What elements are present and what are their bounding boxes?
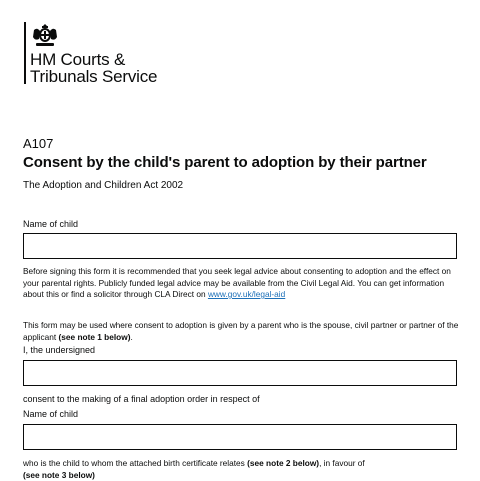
note-2-reference: (see note 2 below)	[247, 458, 320, 468]
undersigned-label: I, the undersigned	[23, 345, 96, 355]
logo-divider	[24, 22, 26, 84]
legal-aid-link[interactable]: www.gov.uk/legal-aid	[207, 289, 286, 299]
birth-cert-text: who is the child to whom the attached birth certificate relates	[23, 458, 248, 468]
legal-advice-paragraph	[23, 266, 459, 301]
form-code: A107	[23, 136, 54, 151]
usage-paragraph	[23, 320, 459, 343]
note-1-reference: (see note 1 below)	[58, 331, 131, 342]
royal-crest-icon	[30, 22, 60, 48]
birth-certificate-paragraph	[23, 458, 459, 481]
name-of-child-field[interactable]	[23, 233, 457, 259]
form-title: Consent by the child's parent to adoption by their partner	[23, 154, 427, 171]
consent-statement: consent to the making of a final adoption order in respect of	[23, 394, 260, 404]
act-reference: The Adoption and Children Act 2002	[23, 180, 184, 191]
name-of-child-label-2: Name of child	[23, 409, 79, 419]
org-name-line-2: Tribunals Service	[30, 67, 158, 86]
org-name-line-1: HM Courts &	[30, 50, 126, 69]
undersigned-name-field[interactable]	[23, 360, 457, 386]
birth-cert-mid: , in favour of	[319, 458, 365, 468]
legal-advice-text: Before signing this form it is recommended that you seek legal advice about consenting to adoption and the effect on your parental rights. Publicly funded legal advice may be available from the Civil Legal Aid. You can get information about this or find a solicitor through CLA Direct on	[23, 266, 451, 299]
name-of-child-label: Name of child	[23, 219, 79, 229]
note-3-reference: (see note 3 below)	[23, 469, 95, 480]
name-of-child-field-2[interactable]	[23, 424, 457, 450]
usage-text: This form may be used where consent to adoption is given by a parent who is the spouse, civil partner or partner of the applicant	[23, 320, 459, 342]
usage-end: .	[130, 331, 133, 342]
